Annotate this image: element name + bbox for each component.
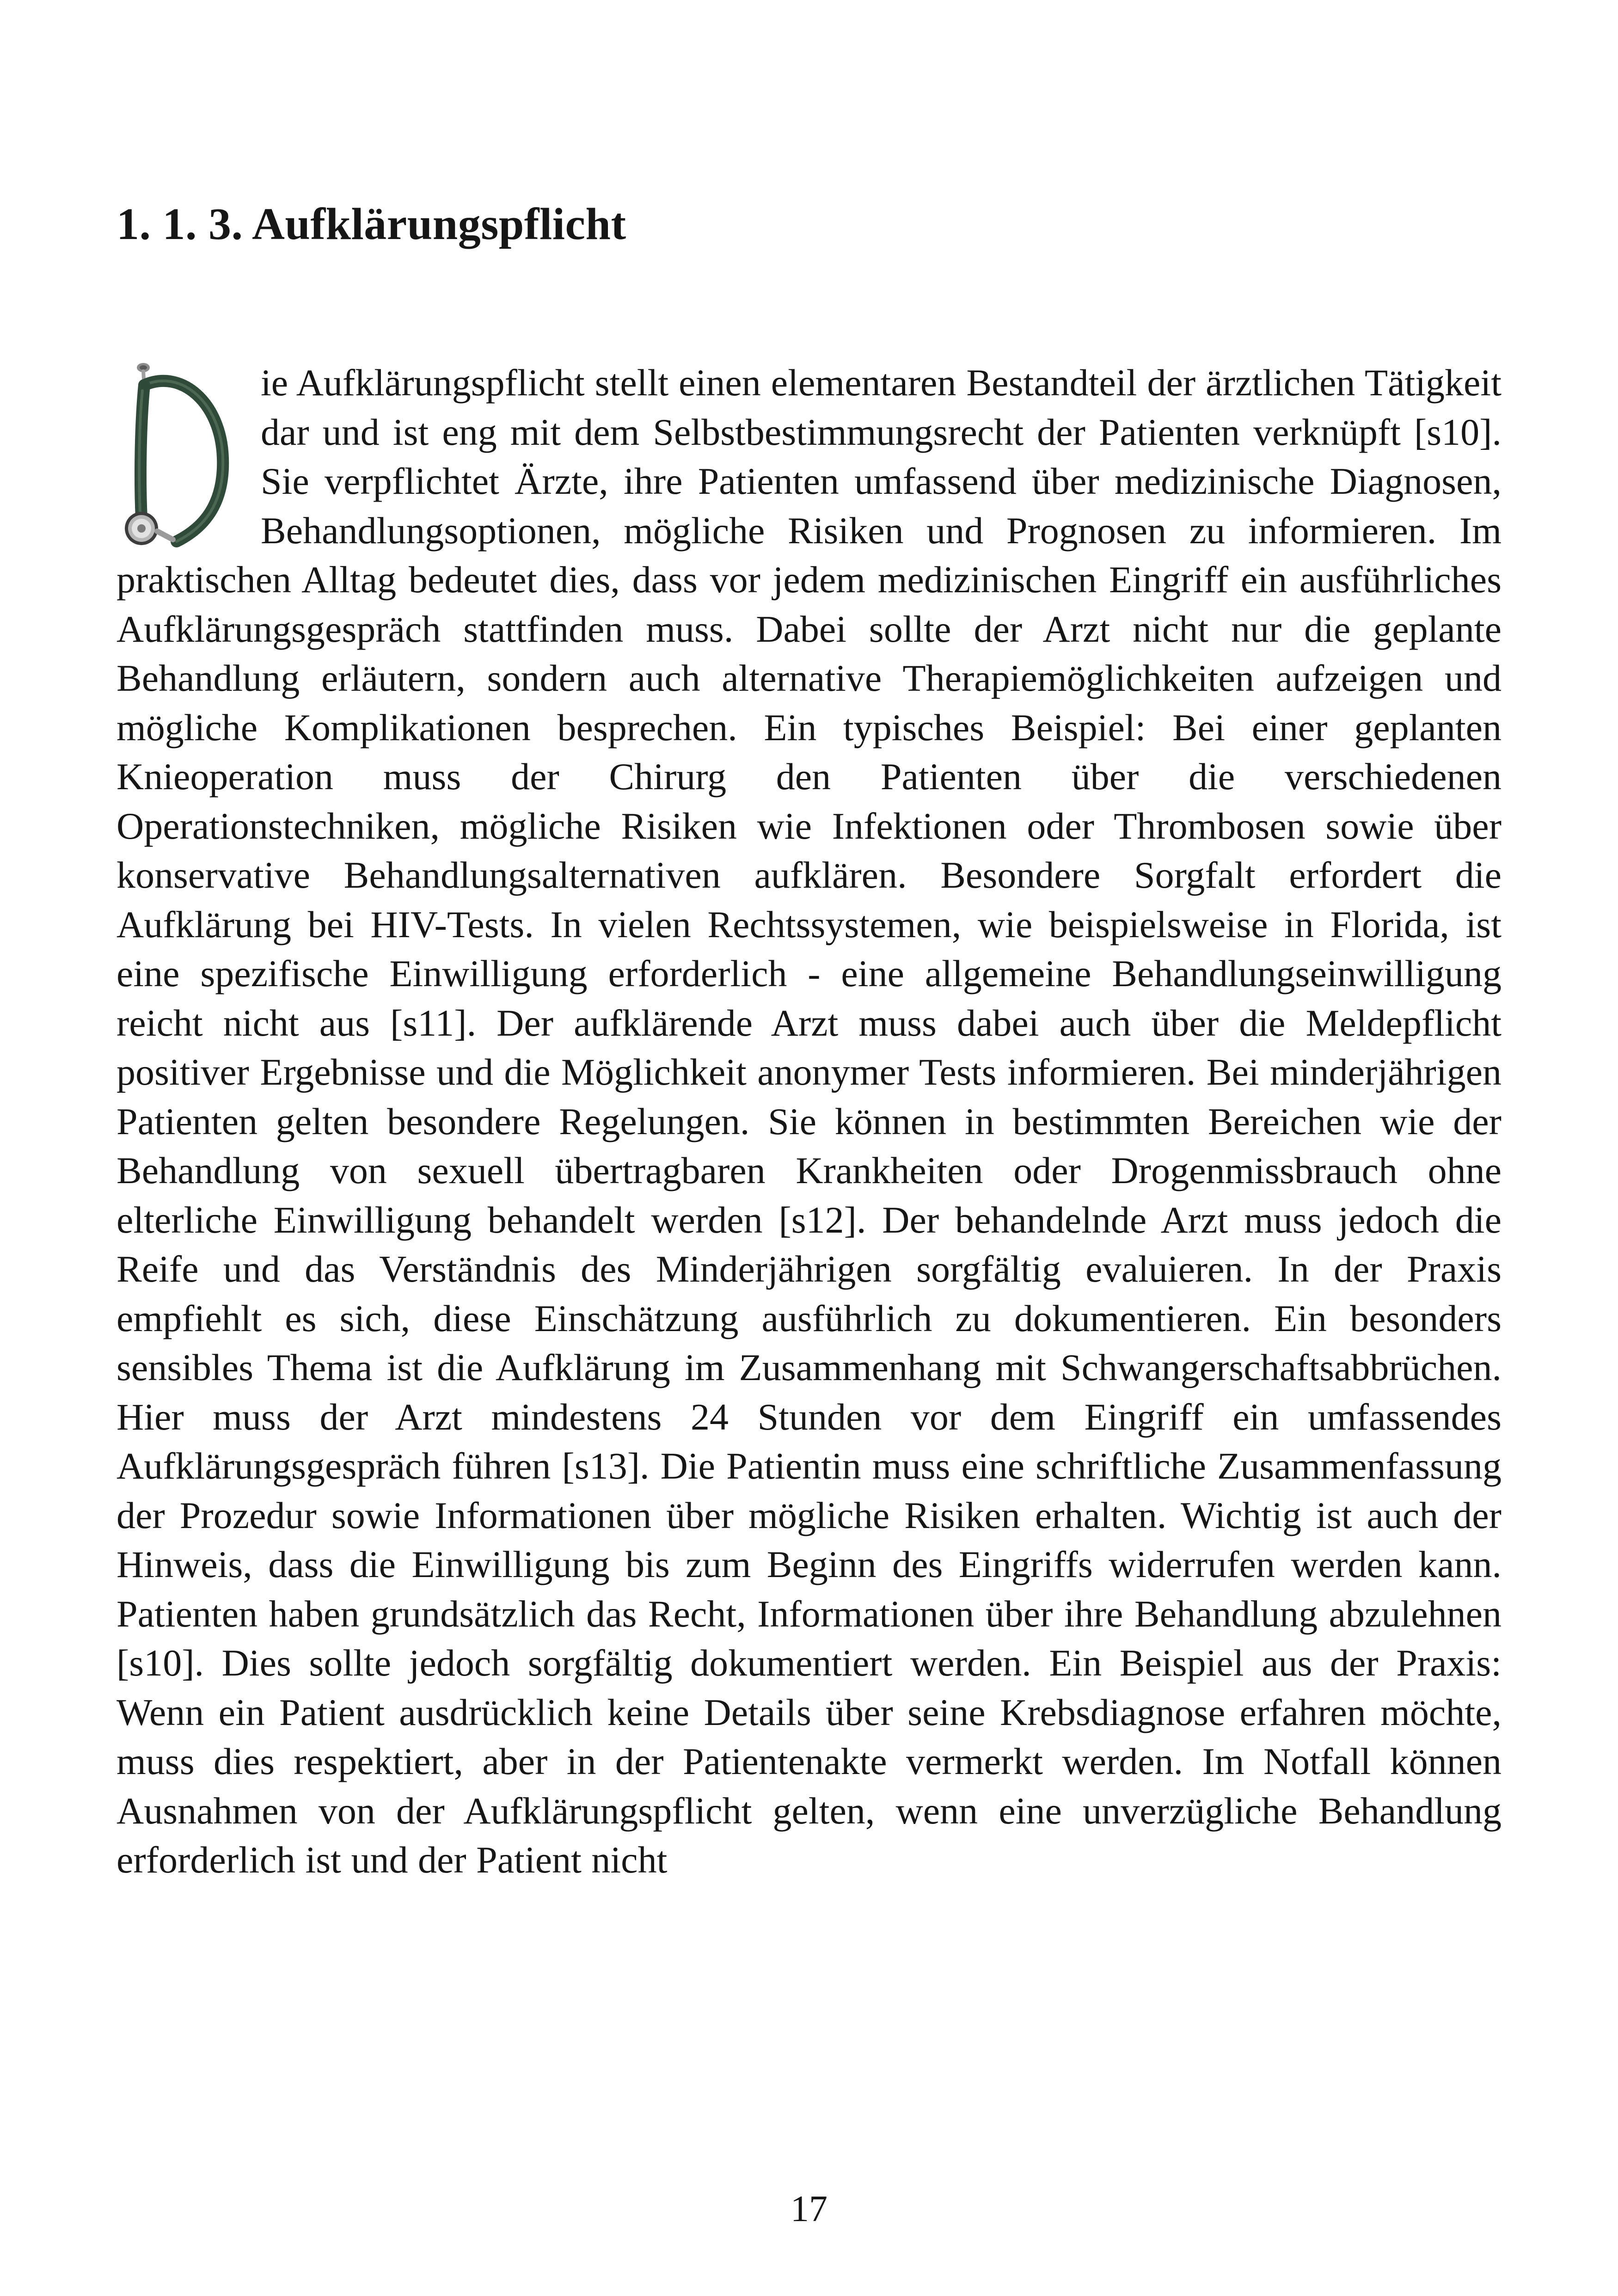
stethoscope-letter-d-icon (112, 358, 247, 553)
section-heading: 1. 1. 3. Aufklärungspflicht (116, 199, 626, 249)
body-paragraph: ie Aufklärungspflicht stellt einen elementaren Bestandteil der ärztlichen Tätigkeit dar und ist eng mit dem Selbstbestimmungsrecht der Patienten verknüpft [s10]. Sie verpflichtet Ärzte, ihre Patienten umfassend über medizinische Diagnosen, Behandlungsoptionen, mögliche Risiken und Prognosen zu informieren. Im praktischen Alltag bedeutet dies, dass vor jedem medizinischen Eingriff ein ausführliches Aufklärungsgespräch stattfinden muss. Dabei sollte der Arzt nicht nur die geplante Behandlung erläutern, sondern auch alternative Therapiemöglichkeiten aufzeigen und mögliche Komplikationen besprechen. Ein typisches Beispiel: Bei einer geplanten Knieoperation muss der Chirurg den Patienten über die verschiedenen Operationstechniken, mögliche Risiken wie Infektionen oder Thrombosen sowie über konservative Behandlungsalternativen aufklären. Besondere Sorgfalt erfordert die Aufklärung bei HIV-Tests. In vielen Rechtssystemen, wie beispielsweise in Florida, ist eine spezifische Einwilligung erforderlich - eine allgemeine Behandlungseinwilligung reicht nicht aus [s11]. Der aufklärende Arzt muss dabei auch über die Meldepflicht positiver Ergebnisse und die Möglichkeit anonymer Tests informieren. Bei minderjährigen Patienten gelten besondere Regelungen. Sie können in bestimmten Bereichen wie der Behandlung von sexuell übertragbaren Krankheiten oder Drogenmissbrauch ohne elterliche Einwilligung behandelt werden [s12]. Der behandelnde Arzt muss jedoch die Reife und das Verständnis des Minderjährigen sorgfältig evaluieren. In der Praxis empfiehlt es sich, diese Einschätzung ausführlich zu dokumentieren. Ein besonders sensibles Thema ist die Aufklärung im Zusammenhang mit Schwangerschaftsabbrüchen. Hier muss der Arzt mindestens 24 Stunden vor dem Eingriff ein umfassendes Aufklärungsgespräch führen [s13]. Die Patientin muss eine schriftliche Zusammenfassung der Prozedur sowie Informationen über mögliche Risiken erhalten. Wichtig ist auch der Hinweis, dass die Einwilligung bis zum Beginn des Eingriffs widerrufen werden kann. Patienten haben grundsätzlich das Recht, Informationen über ihre Behandlung abzulehnen [s10]. Dies sollte jedoch sorgfältig dokumentiert werden. Ein Beispiel aus der Praxis: Wenn ein Patient ausdrücklich keine Details über seine Krebsdiagnose erfahren möchte, muss dies respektiert, aber in der Patientenakte vermerkt werden. Im Notfall können Ausnahmen von der Aufklärungspflicht gelten, wenn eine unverzügliche Behandlung erforderlich ist und der Patient nicht (116, 362, 1502, 1881)
page-number: 17 (791, 2189, 827, 2229)
body-text-block (116, 358, 1502, 1885)
drop-cap (112, 358, 247, 553)
